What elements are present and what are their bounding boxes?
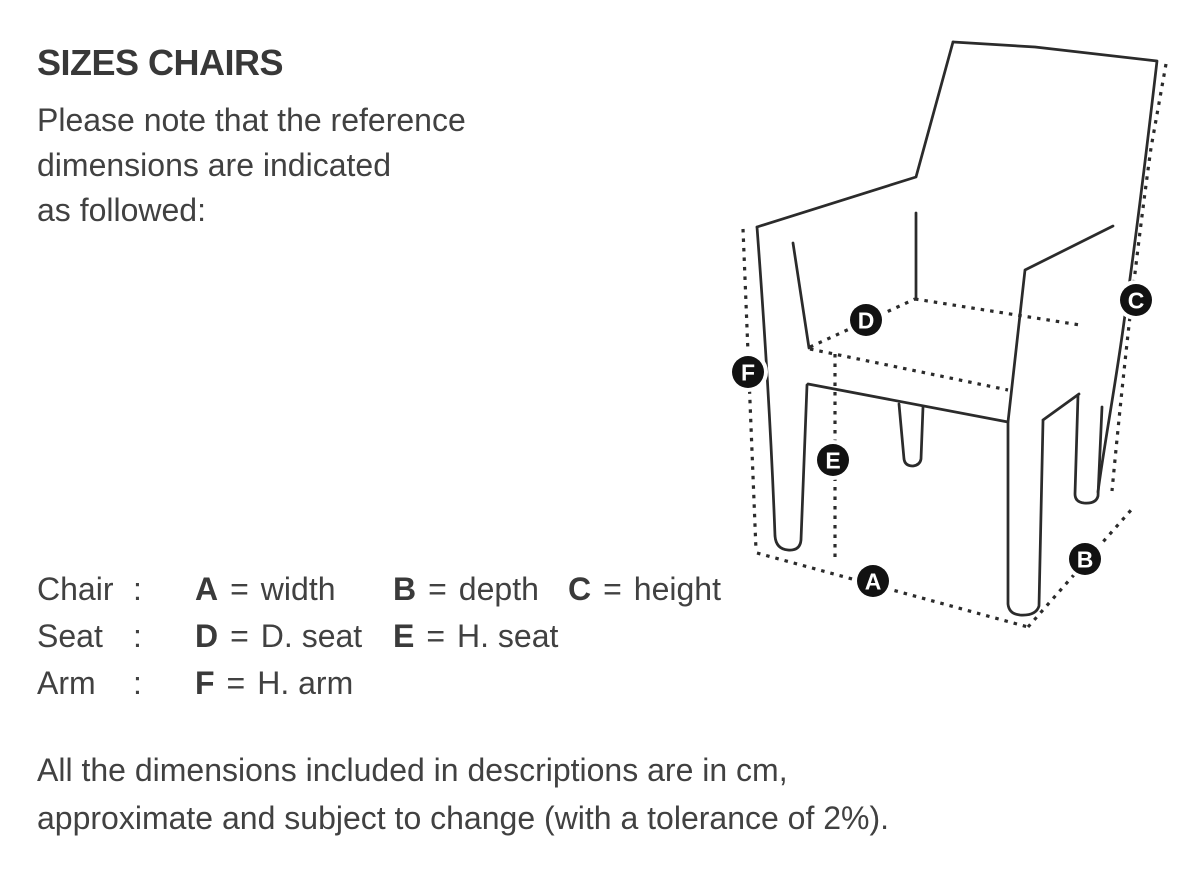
- chair-left-arm-inner-edge: [793, 243, 809, 348]
- page-title: SIZES CHAIRS: [37, 42, 284, 83]
- chair-rear-left-leg: [899, 404, 923, 466]
- intro-line: dimensions are indicated: [37, 147, 391, 183]
- legend-def-d: D = D. seat: [195, 618, 363, 654]
- badge-letter: F: [740, 359, 756, 386]
- badge-letter: B: [1076, 546, 1094, 573]
- legend-def-c: C = height: [568, 571, 721, 607]
- marker-badge-f: [728, 352, 768, 392]
- legend-colon: :: [133, 665, 142, 701]
- dim-line-c-height: [1112, 64, 1166, 491]
- chair-right-side-rail: [1043, 394, 1079, 420]
- legend-colon: :: [133, 618, 142, 654]
- seat-front-hidden-edge: [810, 349, 1008, 390]
- legend-label: Seat: [37, 618, 103, 654]
- dim-line-a-width: [757, 553, 1028, 627]
- legend-label: Chair: [37, 571, 114, 607]
- marker-badge-d: [846, 300, 886, 340]
- badge-letter: E: [825, 447, 841, 474]
- footnote-line: approximate and subject to change (with a tolerance of 2%).: [37, 800, 890, 836]
- badge-letter: C: [1127, 287, 1145, 314]
- intro-line: as followed:: [37, 192, 206, 228]
- badge-letter: A: [864, 568, 882, 595]
- marker-badge-b: [1065, 539, 1105, 579]
- marker-badge-a: [853, 561, 893, 601]
- marker-badge-c: [1116, 280, 1156, 320]
- intro-line: Please note that the reference: [37, 102, 466, 138]
- legend-def-a: A = width: [195, 571, 336, 607]
- chair-backrest-outline: [953, 42, 1157, 492]
- seat-rear-hidden-edge: [915, 299, 1080, 325]
- chair-front-apron: [808, 384, 1008, 422]
- footnote-line: All the dimensions included in descriptions are in cm,: [37, 752, 788, 788]
- legend-colon: :: [133, 571, 142, 607]
- legend-label: Arm: [37, 665, 96, 701]
- marker-badge-e: [813, 440, 853, 480]
- legend-def-f: F = H. arm: [195, 665, 354, 701]
- badge-letter: D: [857, 307, 875, 334]
- chair-backrest-left-edge: [757, 42, 953, 227]
- chair-left-arm-and-front-left-leg: [757, 227, 807, 550]
- legend-def-b: B = depth: [393, 571, 539, 607]
- chair-rear-right-leg: [1075, 395, 1102, 503]
- legend-def-e: E = H. seat: [393, 618, 559, 654]
